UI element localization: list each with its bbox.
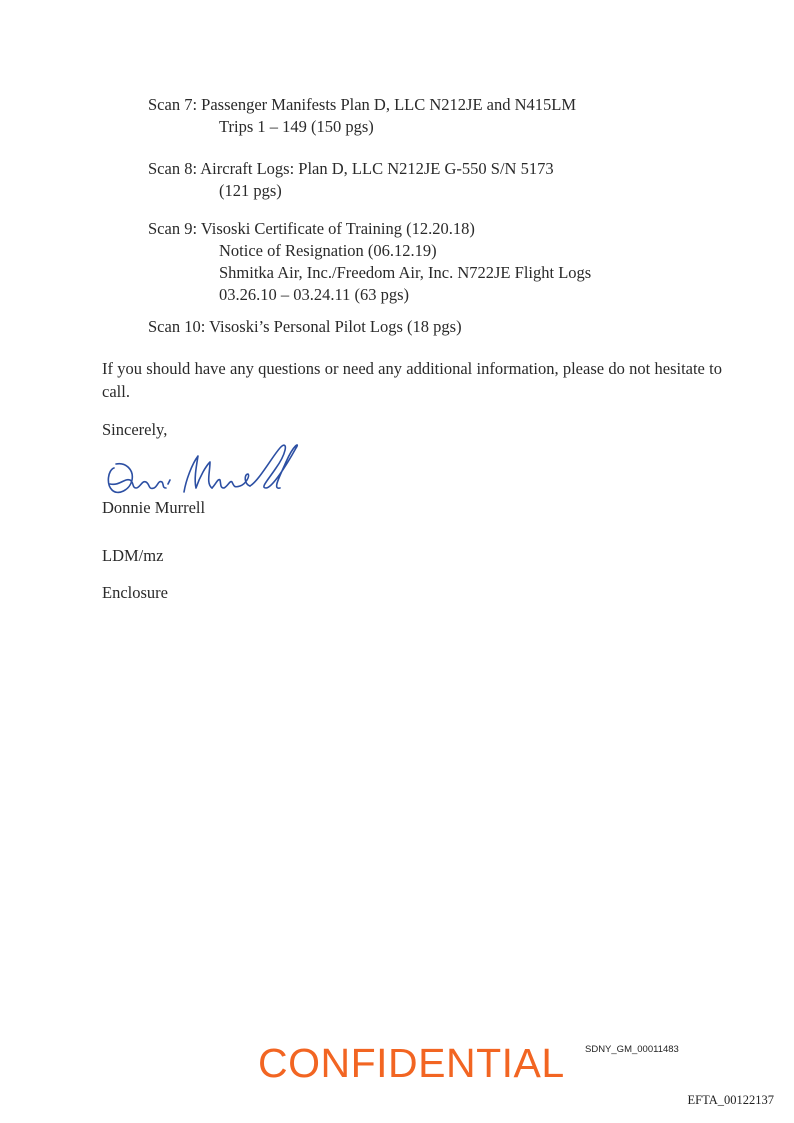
scan-9-detail-2: Shmitka Air, Inc./Freedom Air, Inc. N722JE Flight Logs [219, 263, 592, 282]
scan-8-detail: (121 pgs) [219, 181, 282, 200]
scan-8-title: Scan 8: Aircraft Logs: Plan D, LLC N212JE G-550 S/N 5173 [148, 159, 554, 178]
scan-8-entry [148, 158, 554, 202]
enclosure-note: Enclosure [102, 583, 168, 602]
efta-number: EFTA_00122137 [687, 1093, 774, 1107]
scan-7-entry [148, 94, 576, 138]
signer-name: Donnie Murrell [102, 498, 206, 517]
scan-9-detail-3: 03.26.10 – 03.24.11 (63 pgs) [219, 285, 410, 304]
scan-9-title: Scan 9: Visoski Certificate of Training (12.20.18) [148, 219, 475, 238]
salutation: Sincerely, [102, 420, 168, 439]
scan-9-entry [148, 218, 591, 306]
scan-9-detail-1: Notice of Resignation (06.12.19) [219, 241, 437, 260]
scan-10-entry [148, 316, 462, 338]
bates-number: SDNY_GM_00011483 [585, 1044, 679, 1055]
scan-10-title: Scan 10: Visoski’s Personal Pilot Logs (18 pgs) [148, 317, 462, 336]
scan-7-title: Scan 7: Passenger Manifests Plan D, LLC N212JE and N415LM [148, 95, 577, 114]
handwritten-signature [100, 440, 300, 502]
scan-7-detail: Trips 1 – 149 (150 pgs) [219, 117, 374, 136]
typist-initials: LDM/mz [102, 546, 164, 565]
closing-paragraph: If you should have any questions or need any additional information, please do not hesitate to call. [102, 359, 722, 401]
confidential-stamp: CONFIDENTIAL [258, 1040, 565, 1086]
